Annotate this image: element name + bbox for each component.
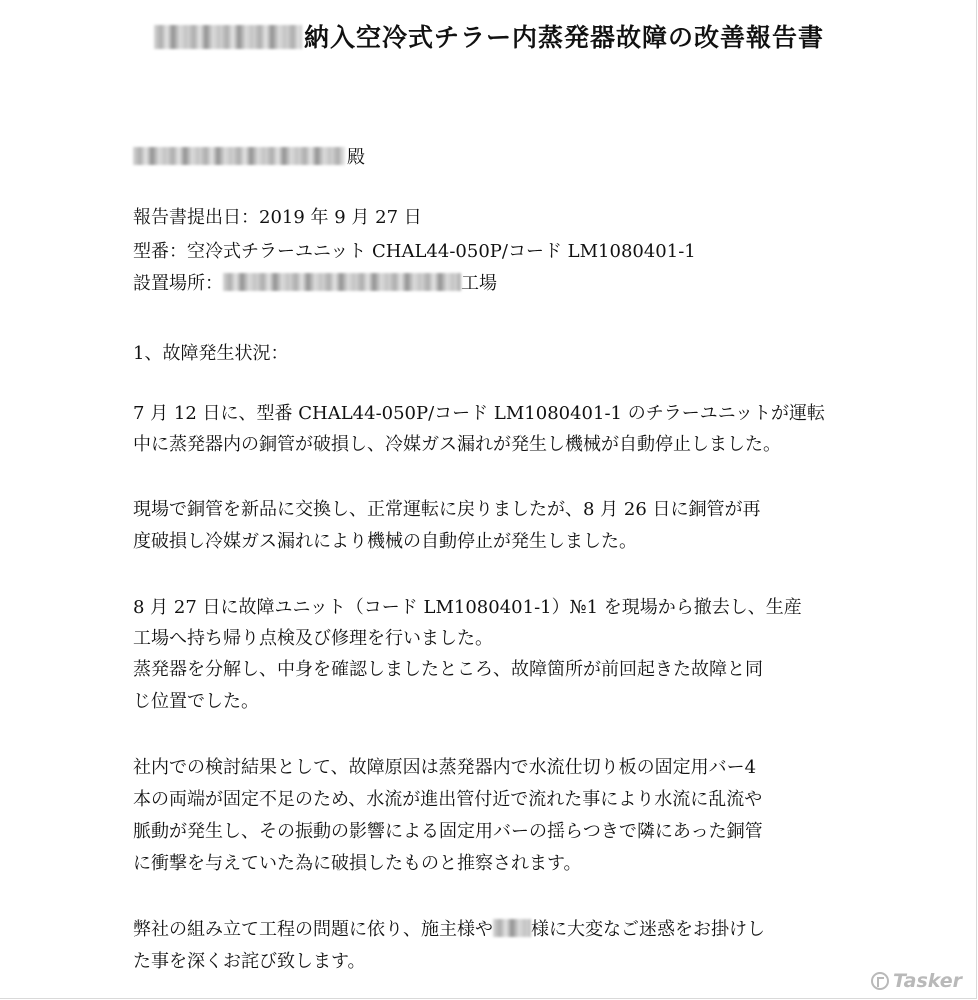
tasker-watermark <box>871 970 962 992</box>
location-label: 設置場所： <box>133 273 223 294</box>
paragraph-4-line-4: に衝撃を与えていた為に破損したものと推察されます。 <box>133 853 582 874</box>
paragraph-1-line-1: 7 月 12 日に、型番 CHAL44-050P/コード LM1080401-1 のチラーユニットが運転 <box>133 403 825 424</box>
title-text: 納入空冷式チラー内蒸発器故障の改善報告書 <box>303 23 824 52</box>
paragraph-1-line-2: 中に蒸発器内の銅管が破損し、冷媒ガス漏れが発生し機械が自動停止しました。 <box>133 434 781 455</box>
paragraph-3-line-3: 蒸発器を分解し、中身を確認しましたところ、故障箇所が前回起きた故障と同 <box>133 659 763 680</box>
document-title <box>0 18 978 54</box>
paragraph-3-line-4: じ位置でした。 <box>133 691 259 712</box>
tasker-logo-icon <box>871 972 889 990</box>
paragraph-4-line-3: 脈動が発生し、その振動の影響による固定用バーの揺らつきで隣にあった銅管 <box>133 821 763 842</box>
paragraph-4-line-1: 社内での検討結果として、故障原因は蒸発器内で水流仕切り板の固定用バー4 <box>133 757 757 778</box>
watermark-text: Tasker <box>892 970 962 992</box>
addressee-suffix: 殿 <box>347 147 365 168</box>
paragraph-5-line-2: た事を深くお詫び致します。 <box>133 951 366 972</box>
redacted-company-name <box>154 25 302 49</box>
redacted-client-name <box>493 919 531 937</box>
paragraph-5-part-a: 弊社の組み立て工程の問題に依り、施主様や <box>133 919 493 940</box>
section1-heading: 1、故障発生状況： <box>133 343 289 364</box>
addressee-line <box>133 142 365 173</box>
redacted-location <box>223 273 461 291</box>
paragraph-5-line-1 <box>133 914 765 945</box>
paragraph-3-line-2: 工場へ持ち帰り点検及び修理を行いました。 <box>133 628 493 649</box>
redacted-addressee <box>133 147 345 165</box>
paragraph-2-line-1: 現場で銅管を新品に交換し、正常運転に戻りましたが、8 月 26 日に銅管が再 <box>133 499 761 520</box>
report-date: 報告書提出日：2019 年 9 月 27 日 <box>133 207 422 228</box>
location-line <box>133 268 497 299</box>
location-suffix: 工場 <box>461 273 497 294</box>
paragraph-5-part-b: 様に大変なご迷惑をお掛けし <box>531 919 765 940</box>
paragraph-4-line-2: 本の両端が固定不足のため、水流が進出管付近で流れた事により水流に乱流や <box>133 789 763 810</box>
paragraph-2-line-2: 度破損し冷媒ガス漏れにより機械の自動停止が発生しました。 <box>133 531 637 552</box>
model-line: 型番：空冷式チラーユニット CHAL44-050P/コード LM1080401-1 <box>133 241 696 262</box>
paragraph-3-line-1: 8 月 27 日に故障ユニット（コード LM1080401-1）№1 を現場から撤去し、生産 <box>133 597 802 618</box>
